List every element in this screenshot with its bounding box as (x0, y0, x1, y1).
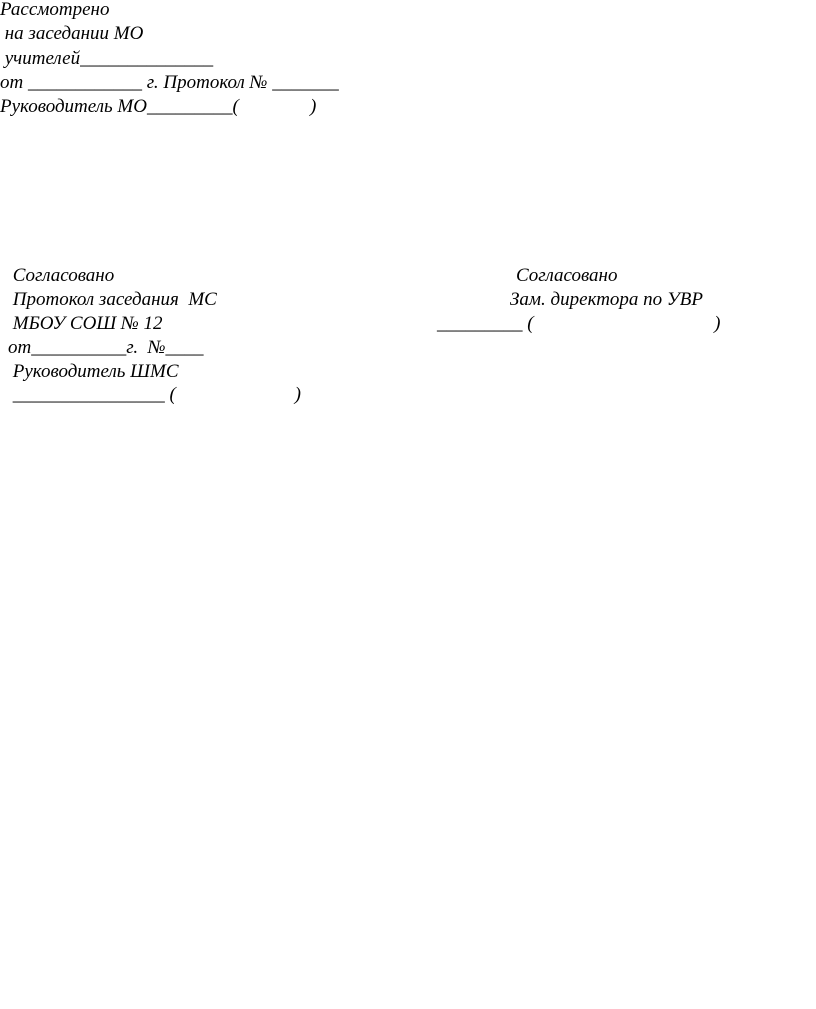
agreed-left-protocol-line: Протокол заседания МС (8, 289, 217, 310)
reviewed-meeting-line: на заседании МО (0, 23, 144, 44)
agreed-right-signature-line: _________ ( ) (437, 313, 721, 334)
agreed-left-head-line: Руководитель ШМС (8, 361, 179, 382)
agreed-left-title: Согласовано (8, 265, 115, 286)
agreed-right-title: Согласовано (516, 265, 618, 286)
agreed-left-signature-line: ________________ ( ) (8, 384, 301, 405)
agreed-left-school-line: МБОУ СОШ № 12 (8, 313, 163, 334)
reviewed-title: Рассмотрено (0, 0, 110, 20)
reviewed-teachers-line: учителей______________ (0, 48, 214, 69)
agreed-left-date-line: от__________г. №____ (8, 337, 204, 358)
reviewed-date-protocol-line: от ____________ г. Протокол № _______ (0, 72, 339, 93)
reviewed-head-signature-line: Руководитель МО_________( ) (0, 96, 317, 117)
agreed-right-position-line: Зам. директора по УВР (510, 289, 703, 310)
